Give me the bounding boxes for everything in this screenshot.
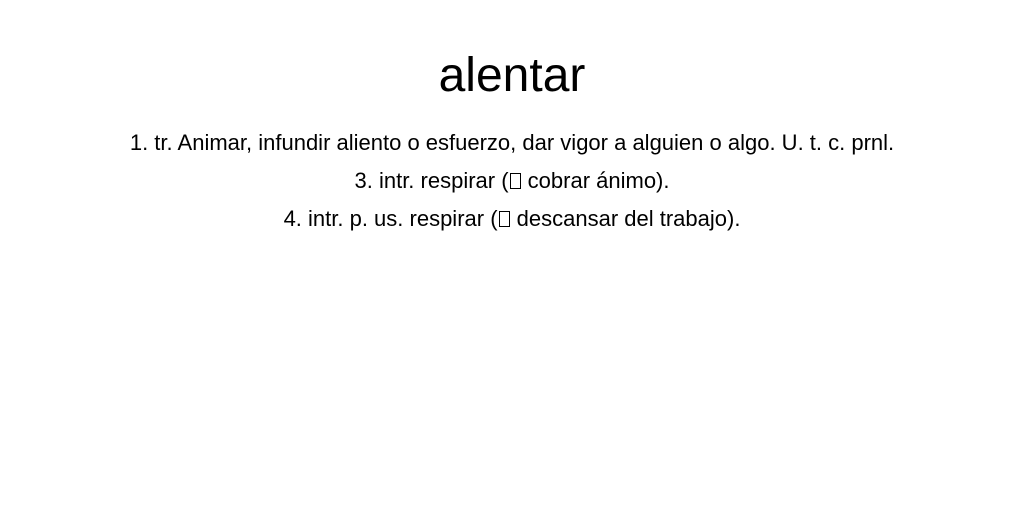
sense-3-prefix: 3. intr. respirar ( bbox=[354, 168, 509, 193]
sense-3 bbox=[92, 162, 932, 200]
dictionary-entry bbox=[0, 0, 1024, 238]
sense-4-prefix: 4. intr. p. us. respirar ( bbox=[283, 206, 498, 231]
missing-glyph-icon bbox=[510, 173, 521, 189]
sense-1: 1. tr. Animar, infundir aliento o esfuerzo, dar vigor a alguien o algo. U. t. c. prnl. bbox=[129, 130, 895, 155]
sense-3-suffix: cobrar ánimo). bbox=[521, 168, 670, 193]
missing-glyph-icon bbox=[499, 211, 510, 227]
sense-4 bbox=[92, 200, 932, 238]
definition-list bbox=[92, 124, 932, 238]
sense-4-suffix: descansar del trabajo). bbox=[510, 206, 741, 231]
headword: alentar bbox=[438, 49, 586, 102]
